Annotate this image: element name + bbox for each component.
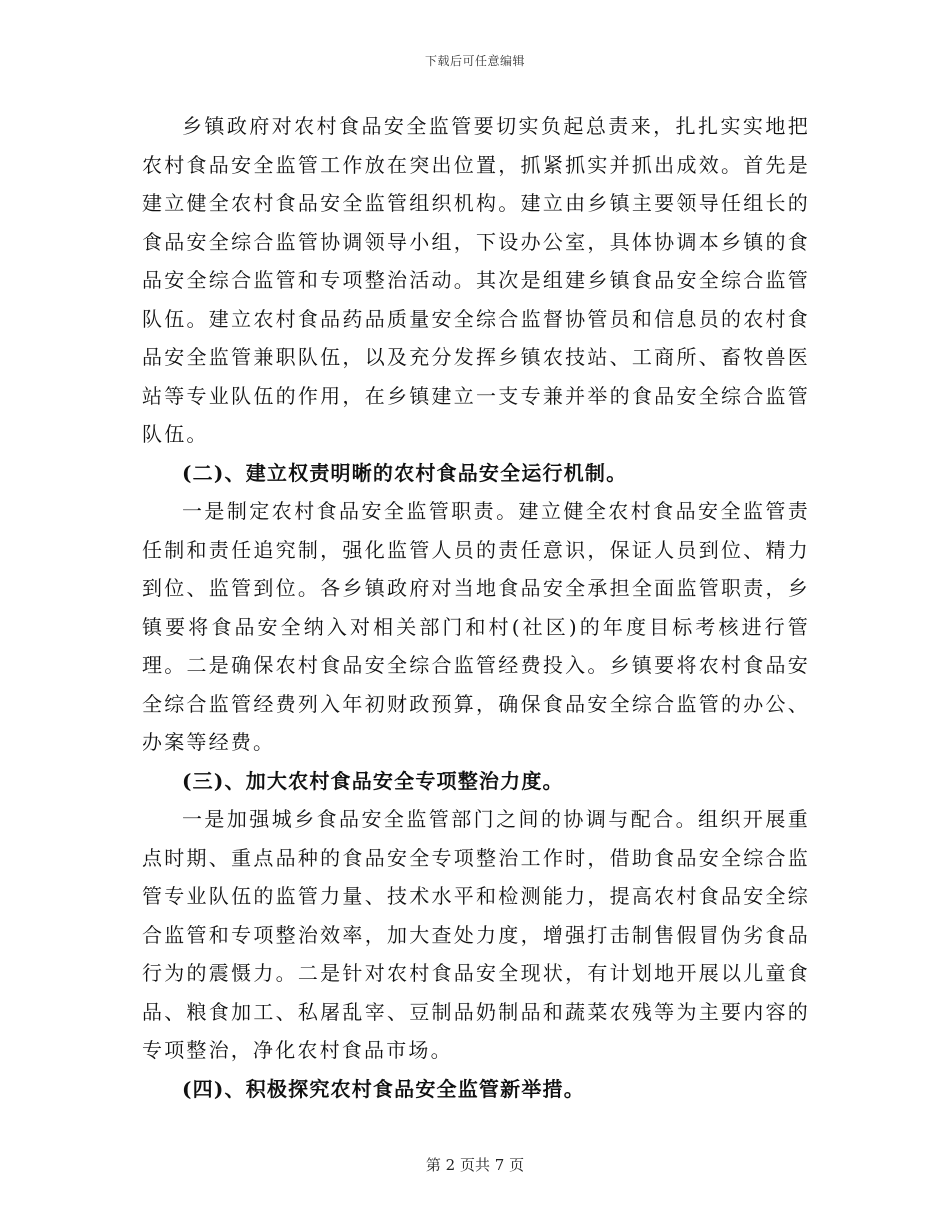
page-header: 下载后可任意编辑 <box>424 54 525 68</box>
document-body <box>142 107 810 1108</box>
paragraph-operating-mechanism: 一是制定农村食品安全监管职责。建立健全农村食品安全监管责任制和责任追究制，强化监管人员的责任意识，保证人员到位、精力到位、监管到位。各乡镇政府对当地食品安全承担全面监管职责，乡镇要将食品安全纳入对相关部门和村(社区)的年度目标考核进行管理。二是确保农村食品安全综合监管经费投入。乡镇要将农村食品安全综合监管经费列入年初财政预算，确保食品安全综合监管的办公、办案等经费。 <box>142 499 810 754</box>
paragraph-special-rectification: 一是加强城乡食品安全监管部门之间的协调与配合。组织开展重点时期、重点品种的食品安全专项整治工作时，借助食品安全综合监管专业队伍的监管力量、技术水平和检测能力，提高农村食品安全综合监管和专项整治效率，加大查处力度，增强打击制售假冒伪劣食品行为的震慑力。二是针对农村食品安全现状，有计划地开展以儿童食品、粮食加工、私屠乱宰、豆制品奶制品和蔬菜农残等为主要内容的专项整治，净化农村食品市场。 <box>142 807 810 1062</box>
paragraph-township-responsibility: 乡镇政府对农村食品安全监管要切实负起总责来，扎扎实实地把农村食品安全监管工作放在突出位置，抓紧抓实并抓出成效。首先是建立健全农村食品安全监管组织机构。建立由乡镇主要领导任组长的食品安全综合监管协调领导小组，下设办公室，具体协调本乡镇的食品安全综合监管和专项整治活动。其次是组建乡镇食品安全综合监管队伍。建立农村食品药品质量安全综合监督协管员和信息员的农村食品安全监管兼职队伍，以及充分发挥乡镇农技站、工商所、畜牧兽医站等专业队伍的作用，在乡镇建立一支专兼并举的食品安全综合监管队伍。 <box>142 114 810 446</box>
section-heading-4: (四)、积极探究农村食品安全监管新举措。 <box>182 1076 585 1101</box>
page-number-footer: 第 2 页共 7 页 <box>425 1156 525 1174</box>
section-heading-3: (三)、加大农村食品安全专项整治力度。 <box>182 768 564 793</box>
section-heading-2: (二)、建立权责明晰的农村食品安全运行机制。 <box>182 460 628 485</box>
